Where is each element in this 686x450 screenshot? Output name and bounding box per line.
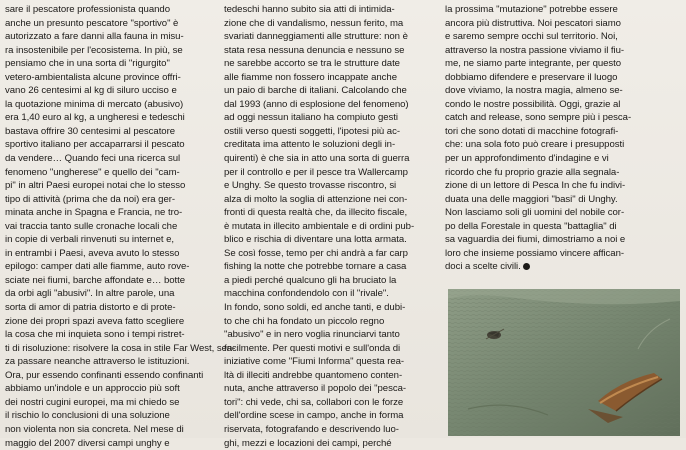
text-line: creditata ima attento le soluzioni degli in- [224,138,436,152]
text-line: za passare neanche attraverso le istituzioni. [5,355,220,369]
river-bank-photo-icon [448,289,680,436]
text-line: non violenta non sia concreta. Nel mese di [5,423,220,437]
text-line: e Unghy. Se questo trovasse riscontro, si [224,179,436,193]
text-line: Se così fosse, temo per chi andrà a far carp [224,247,436,261]
text-line: svariati danneggiamenti alle strutture: non è [224,30,436,44]
article-photo [448,289,680,436]
text-line: e saremo sempre occhi sul territorio. Noi, [445,30,677,44]
text-line: per il controllo e per il pesce tra Wallercamp [224,166,436,180]
text-line: ra insostenibile per l'ecosistema. In più, se [5,44,220,58]
text-line: iniziative come "Fiumi Informa" questa rea- [224,355,436,369]
text-line: fronti di questa realtà che, da illecito fiscale, [224,206,436,220]
text-line: sciate nei fiumi, barche affondate e… botte [5,274,220,288]
end-of-article-icon [523,263,530,270]
text-line: per un approfondimento d'indagine e vi [445,152,677,166]
text-line: zione che di vandalismo, nessun ferito, ma [224,17,436,31]
text-line: facilmente. Per questi motivi e sull'onda di [224,342,436,356]
article-column-2 [224,3,436,450]
text-line: vano 26 centesimi al kg di siluro ucciso e [5,84,220,98]
text-line: il rischio lo conclusioni di una soluzione [5,409,220,423]
text-line: ghi, mezzi e locazioni dei campi, perché [224,437,436,450]
text-line: attraverso la nostra passione viviamo il fiu- [445,44,677,58]
text-line: catch and release, sono sempre più i pesca- [445,111,677,125]
text-line: zione dei propri spazi aveva fatto scegliere [5,315,220,329]
text-line: nuta, anche attraverso il popolo dei "pesca- [224,382,436,396]
text-line: blico e rischia di diventare una lotta armata. [224,233,436,247]
text-line: vetero-ambientalista alcune province offri- [5,71,220,85]
text-line: ne sarebbe accorto se tra le strutture date [224,57,436,71]
text-line: macchina confondendolo con il "rivale". [224,287,436,301]
text-line: ricordo che fu proprio grazie alla segnala- [445,166,677,180]
text-line: tipo di attività (prima che da noi) era ger- [5,193,220,207]
article-column-1 [5,3,220,450]
text-line: a piedi perché qualcuno gli ha bruciato la [224,274,436,288]
text-line: epilogo: camper dati alle fiamme, auto rove- [5,260,220,274]
text-line: sare il pescatore professionista quando [5,3,220,17]
text-line: dei nostri cugini europei, ma mi chiedo se [5,396,220,410]
text-line: la prossima "mutazione" potrebbe essere [445,3,677,17]
text-line: tori": chi vede, chi sa, collabori con le forze [224,396,436,410]
text-line: è mutata in illecito ambientale e di ordini pub- [224,220,436,234]
text-line: to che chi ha fondato un piccolo regno [224,315,436,329]
text-line: quirenti) è che sia in atto una sorta di guerra [224,152,436,166]
text-line: la cosa che mi inquieta sono i tempi ristret- [5,328,220,342]
text-line: sorta di amor di patria distorto e di prote- [5,301,220,315]
text-line: in copie di verbali rinvenuti su internet e, [5,233,220,247]
text-line: in entrambi i Paesi, aveva avuto lo stesso [5,247,220,261]
text-line: ostili verso questi soggetti, l'ipotesi più ac- [224,125,436,139]
text-line: In fondo, sono soldi, ed anche tanti, e dubi- [224,301,436,315]
text-line: po della Forestale in questa "battaglia" di [445,220,677,234]
text-line: zione di un lettore di Pesca In che fu indivi- [445,179,677,193]
text-line: da orbi agli "abusivi". In altre parole, una [5,287,220,301]
text-line: loro che insieme possiamo vincere affican- [445,247,677,261]
text-line: fenomeno "ungherese" e quello dei "cam- [5,166,220,180]
text-line: dell'ordine scese in campo, anche in forma [224,409,436,423]
text-line: ad oggi nessun italiano ha compiuto gesti [224,111,436,125]
text-line: stata resa nessuna denuncia e nessuno se [224,44,436,58]
text-line: dal 1993 (anno di esplosione del fenomeno) [224,98,436,112]
article-column-3 [445,3,677,274]
text-line: doci a scelte civili. [445,260,677,274]
text-line: Non lasciamo soli gli uomini del nobile cor- [445,206,677,220]
text-line: "abusivo" e in nero voglia rinunciarvi tanto [224,328,436,342]
text-line: maggio del 2007 diversi campi unghy e [5,437,220,450]
text-line: anche un presunto pescatore "sportivo" è [5,17,220,31]
text-line: abbiamo un'indole e un approccio più soft [5,382,220,396]
text-line: bastava offrire 30 centesimi al pescatore [5,125,220,139]
text-line: ancora più distruttiva. Noi pescatori siamo [445,17,677,31]
text-line: vai traccia tanto sulle cronache locali che [5,220,220,234]
text-line: me, ne siamo parte integrante, per questo [445,57,677,71]
text-line: tori che sono dotati di macchine fotografi- [445,125,677,139]
text-line: dobbiamo difendere e preservare il luogo [445,71,677,85]
text-line: alza di molto la soglia di attenzione nei con- [224,193,436,207]
text-line: pi" in altri Paesi europei notai che lo stesso [5,179,220,193]
text-line: autorizzato a fare danni alla fauna in misu- [5,30,220,44]
text-line: condo le nostre possibilità. Oggi, grazie al [445,98,677,112]
text-line: un paio di barche di italiani. Calcolando che [224,84,436,98]
text-line: minata anche in Spagna e Francia, ne tro- [5,206,220,220]
text-line: sportivo italiano per accaparrarsi il pescato [5,138,220,152]
text-line: pensiamo che in una sorta di "rigurgito" [5,57,220,71]
text-line: la quotazione minima di mercato (abusivo) [5,98,220,112]
text-line: ti di risoluzione: risolvere la cosa in stile Far West, sen- [5,342,220,356]
text-line: da vendere… Quando feci una ricerca sul [5,152,220,166]
text-line: Ora, pur essendo confinanti essendo confinanti [5,369,220,383]
text-line: tedeschi hanno subito sia atti di intimida- [224,3,436,17]
text-line: dove viviamo, la nostra magia, almeno se- [445,84,677,98]
text-line: fishing la notte che potrebbe tornare a casa [224,260,436,274]
text-line: riservata, fotografando e descrivendo luo- [224,423,436,437]
text-line: ltà di illeciti andrebbe quantomeno conten- [224,369,436,383]
text-line: alle fiamme non fossero incappate anche [224,71,436,85]
text-line: sa vaguardia dei fiumi, dimostriamo a noi e [445,233,677,247]
text-line: duata una delle maggiori "basi" di Unghy. [445,193,677,207]
text-line: era 1,40 euro al kg, a ungheresi e tedeschi [5,111,220,125]
text-line: che: una sola foto può creare i presupposti [445,138,677,152]
